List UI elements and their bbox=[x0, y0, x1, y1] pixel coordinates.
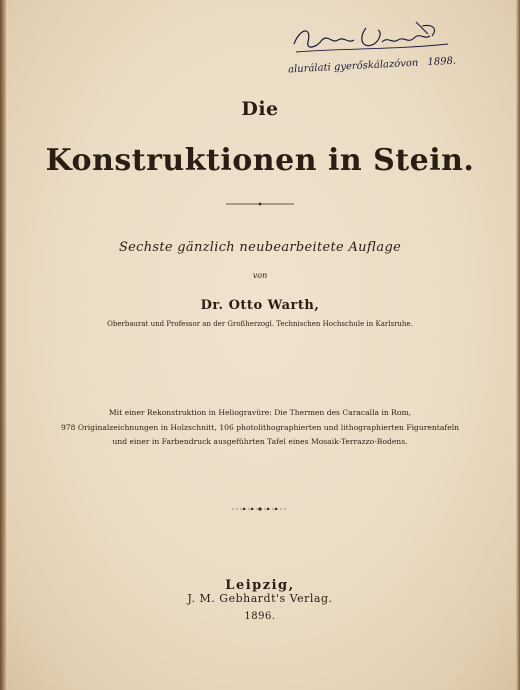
ornamental-rule-top bbox=[0, 201, 520, 207]
imprint-year: 1896. bbox=[244, 611, 276, 622]
imprint-city: Leipzig, bbox=[225, 578, 295, 593]
description-line-3: und einer in Farbendruck ausgeführten Tafel eines Mosaik-Terrazzo-Bodens. bbox=[112, 437, 408, 446]
description-line-2: 978 Originalzeichnungen in Holzschnitt, 106 photolithographierten und lithographierten Figurentafeln bbox=[60, 422, 460, 432]
author-role: Oberbaurat und Professor an der Großherzogl. Technischen Hochschule in Karlsruhe. bbox=[107, 320, 413, 328]
page-title: Konstruktionen in Stein. bbox=[45, 143, 475, 178]
title-article: Die bbox=[241, 98, 279, 120]
description bbox=[0, 406, 520, 450]
signature-year: 1898. bbox=[427, 55, 457, 69]
description-line-1: Mit einer Rekonstruktion in Heliogravüre: Die Thermen des Caracalla in Rom, bbox=[108, 408, 412, 417]
handwritten-signature bbox=[282, 14, 462, 84]
author-name: Dr. Otto Warth, bbox=[200, 298, 320, 313]
by-label: von bbox=[252, 271, 268, 280]
signature-note-text: alurálati gyerőskálazóvon bbox=[287, 57, 419, 76]
edition-statement: Sechste gänzlich neubearbeitete Auflage bbox=[118, 240, 402, 255]
ornamental-rule-bottom bbox=[0, 506, 520, 512]
imprint-publisher: J. M. Gebhardt's Verlag. bbox=[187, 592, 333, 605]
